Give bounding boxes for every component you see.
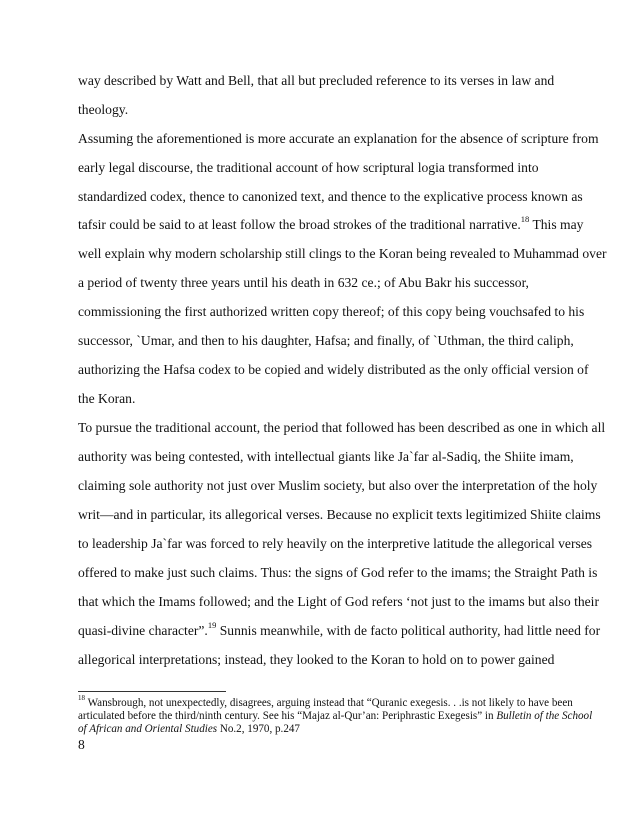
footnote-journal-title-part2: of African and Oriental Studies — [78, 723, 218, 735]
body-line-17: to leadership Ja`far was forced to rely heavily on the interpretive latitude the allegorical verses — [78, 536, 593, 551]
footnote-separator — [78, 691, 226, 692]
body-line-14: authority was being contested, with intellectual giants like Ja`far al-Sadiq, the Shiite imam, — [78, 449, 574, 464]
body-line-19: that which the Imams followed; and the Light of God refers ‘not just to the imams but also their — [78, 594, 599, 609]
footnote-line-3 — [78, 723, 300, 736]
footnote-ref-19[interactable]: 19 — [207, 620, 217, 631]
footnote-text-1: Wansbrough, not unexpectedly, disagrees, arguing instead that “Quranic exegesis. . .is not likely to have been — [85, 697, 573, 709]
body-line-5: standardized codex, thence to canonized text, and thence to the explicative process known as — [78, 189, 583, 204]
footnote-ref-18[interactable]: 18 — [520, 214, 530, 225]
body-line-18: offered to make just such claims. Thus: the signs of God refer to the imams; the Straight Path is — [78, 565, 598, 580]
body-line-8: a period of twenty three years until his death in 632 ce.; of Abu Bakr his successor, — [78, 275, 529, 290]
body-line-2: theology. — [78, 102, 129, 117]
body-line-12: the Koran. — [78, 391, 136, 406]
body-line-21: allegorical interpretations; instead, they looked to the Koran to hold on to power gained — [78, 652, 555, 667]
page-number: 8 — [78, 737, 85, 752]
body-line-4: early legal discourse, the traditional account of how scriptural logia transformed into — [78, 160, 539, 175]
body-line-3: Assuming the aforementioned is more accurate an explanation for the absence of scripture from — [78, 131, 599, 146]
body-line-11: authorizing the Hafsa codex to be copied and widely distributed as the only official version of — [78, 362, 589, 377]
body-line-6-text: tafsir could be said to at least follow the broad strokes of the traditional narrative. — [78, 217, 521, 232]
footnote-text-3: No.2, 1970, p.247 — [217, 723, 300, 735]
body-line-20-tail: Sunnis meanwhile, with de facto political authority, had little need for — [216, 623, 601, 638]
body-line-9: commissioning the first authorized written copy thereof; of this copy being vouchsafed to his — [78, 304, 585, 319]
body-line-20 — [78, 620, 601, 639]
footnote-line-2 — [78, 710, 592, 723]
body-line-13: To pursue the traditional account, the period that followed has been described as one in which all — [78, 420, 606, 435]
body-line-20-text: quasi-divine character”. — [78, 623, 208, 638]
body-line-16: writ—and in particular, its allegorical verses. Because no explicit texts legitimized Shiite claims — [78, 507, 601, 522]
footnote-marker: 18 — [78, 694, 85, 703]
body-line-10: successor, `Umar, and then to his daughter, Hafsa; and finally, of `Uthman, the third caliph, — [78, 333, 574, 348]
body-line-6 — [78, 214, 584, 233]
footnote-text-2: articulated before the third/ninth century. See his “Majaz al-Qur’an: Periphrastic Exegesis” in — [78, 710, 497, 722]
body-line-15: claiming sole authority not just over Muslim society, but also over the interpretation of the holy — [78, 478, 598, 493]
body-line-1: way described by Watt and Bell, that all but precluded reference to its verses in law and — [78, 73, 555, 88]
body-line-6-tail: This may — [529, 217, 584, 232]
footnote-journal-title-part1: Bulletin of the School — [496, 710, 593, 722]
footnote-line-1 — [78, 694, 573, 710]
body-line-7: well explain why modern scholarship still clings to the Koran being revealed to Muhammad over — [78, 246, 607, 261]
